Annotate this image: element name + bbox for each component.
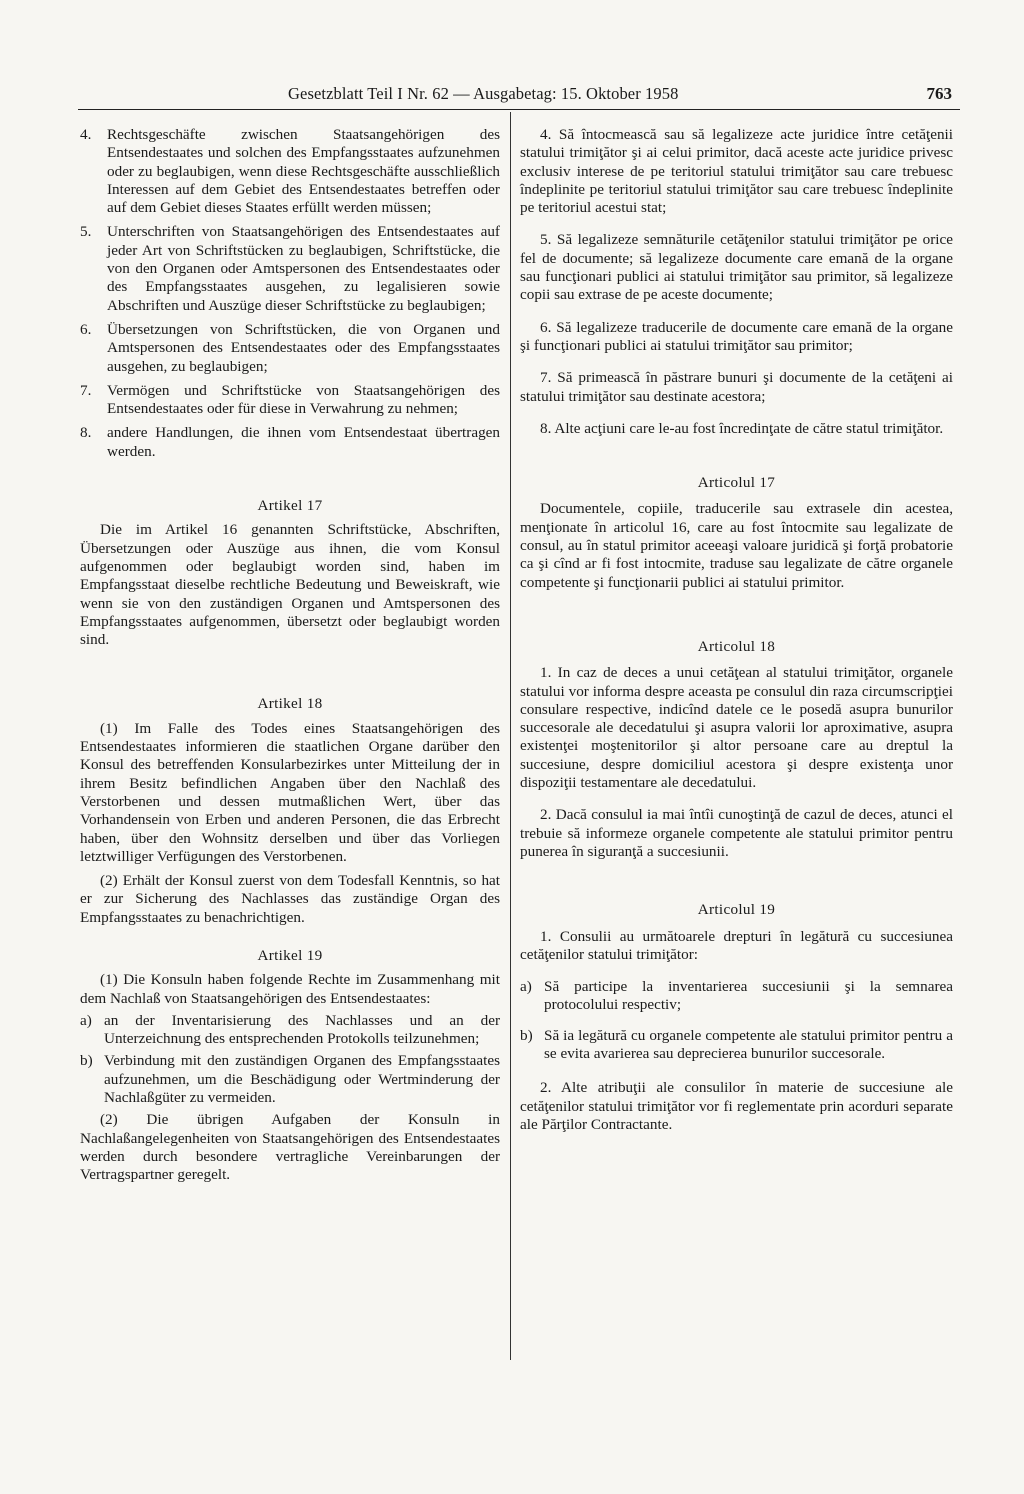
romanian-column [520, 126, 953, 1134]
articolul-17-text: Documentele, copiile, traducerile sau extrasele din acestea, menţionate în articolul 16, care au fost întocmite sau legalizate de consul, au în statul primitor aceeaşi valoare juridică şi forţă probatorie ca şi cînd ar fi fost intocmite, traduse sau legalizate de către organele competente şi funcţionarii publici ai statului primitor. [520, 500, 953, 591]
page-header [78, 84, 960, 112]
article-18-paragraph-2: (2) Erhält der Konsul zuerst von dem Todesfall Kenntnis, so hat er zur Sicherung des Nachlasses das zuständige Organ des Empfangsstaates zu benachrichtigen. [80, 872, 500, 926]
list-item: 5. Să legalizeze semnăturile cetăţenilor statului trimiţător pe orice fel de documente; să legalizeze documente care emană de la organe sau funcţionari publici ai statului trimiţător sau primitor, să legalizeze copii sau extrase de pe aceste documente; [520, 231, 953, 304]
list-item [80, 126, 500, 217]
item-number: 5. [80, 223, 92, 241]
article-19-paragraph-2: (2) Die übrigen Aufgaben der Konsuln in Nachlaßangelegenheiten von Staatsangehörigen des Entsendestaates werden durch besondere vertragliche Vereinbarungen der Vertragspartner geregelt. [80, 1111, 500, 1184]
list-item [520, 978, 953, 1015]
article-19-heading: Artikel 19 [257, 946, 323, 964]
list-item: 7. Să primească în păstrare bunuri şi documente de la cetăţeni ai statului trimiţător sau destinate acestora; [520, 369, 953, 405]
item-text: Übersetzungen von Schriftstücken, die von Organen und Amtspersonen des Entsendestaates oder des Empfangsstaates ausgehen, zu beglaubigen; [107, 320, 500, 375]
list-item [80, 321, 500, 376]
item-number: 8. [80, 424, 92, 442]
list-item [520, 1027, 953, 1064]
item-text: Vermögen und Schriftstücke von Staatsangehörigen des Entsendestaates oder für diese in Verwahrung zu nehmen; [107, 381, 500, 418]
articolul-18-paragraph-1: 1. In caz de deces a unui cetăţean al statului trimiţător, organele statului vor informa despre aceasta pe consulul din raza circumscripţiei consulare respective, indicînd datele ce le posedă asupra bunurilor succesorale ale decedatului şi asupra valorii lor aproximative, asupra existenţei moştenitorilor şi altor persoane care au dreptul la succesiune, despre domiciliul acestora şi despre existenţa unor dispoziţii testamentare ale decedatului. [520, 664, 953, 792]
item-text: andere Handlungen, die ihnen vom Entsendestaat übertragen werden. [107, 424, 500, 460]
item-text: an der Inventarisierung des Nachlasses und an der Unterzeichnung des entsprechenden Protokolls teilzunehmen; [104, 1011, 500, 1048]
header-rule [78, 109, 960, 110]
item-letter: b) [80, 1052, 93, 1070]
articolul-19-paragraph-1: 1. Consulii au următoarele drepturi în legătură cu succesiunea cetăţenilor statului trimiţător: [520, 927, 953, 963]
item-letter: b) [520, 1026, 533, 1044]
item-text: Să ia legătură cu organele competente ale statului primitor pentru a se evita avarierea sau deprecierea bunurilor succesorale. [544, 1026, 953, 1062]
article-17-text: Die im Artikel 16 genannten Schriftstücke, Abschriften, Übersetzungen oder Auszüge aus ihnen, die vom Konsul aufgenommen oder beglaubigt worden sind, haben im Empfangsstaat dieselbe rechtliche Bedeutung und Beweiskraft, wie wenn sie von den zuständigen Organen und Amtspersonen des Empfangsstaates aufgenommen, übersetzt oder beglaubigt worden sind. [80, 521, 500, 649]
item-text: Unterschriften von Staatsangehörigen des Entsendestaates auf jeder Art von Schriftstücken zu beglaubigen, Schriftstücke, die von den Organen oder Amtspersonen des Entsendestaates oder des Empfangsstaates ausgehen, zu legalisieren sowie Abschriften und Auszüge dieser Schriftstücke zu beglaubigen; [107, 223, 500, 314]
item-text: Să participe la inventarierea succesiunii şi la semnarea protocolului respectiv; [544, 978, 953, 1014]
articolul-17-heading: Articolul 17 [697, 474, 776, 492]
list-item: 4. Să întocmească sau să legalizeze acte juridice între cetăţenii statului trimiţător şi ai celui primitor, dacă aceste acte juridice privesc exclusiv interese de pe teritoriul statului trimiţător sau care trebuesc îndeplinite pe teritoriul statului trimiţător sau care trebuesc îndeplinite pe teritoriul acestui stat; [520, 126, 953, 217]
article-18-heading: Artikel 18 [257, 695, 323, 713]
page-number: 763 [926, 84, 952, 103]
list-item [80, 223, 500, 314]
list-item [80, 424, 500, 461]
item-number: 4. [80, 126, 92, 143]
column-divider [510, 112, 511, 1360]
item-text: Verbindung mit den zuständigen Organen des Empfangsstaates aufzunehmen, um die Beschädigung oder Wertminderung der Nachlaßgüter zu vermeiden. [104, 1052, 500, 1107]
list-item: 8. Alte acţiuni care le-au fost încredinţate de către statul trimiţător. [540, 419, 944, 437]
article-19-paragraph-1: (1) Die Konsuln haben folgende Rechte im Zusammenhang mit dem Nachlaß von Staatsangehörigen des Entsendestaates: [80, 971, 500, 1007]
list-item [80, 1012, 500, 1049]
item-letter: a) [80, 1011, 92, 1029]
list-item [80, 1052, 500, 1107]
articolul-18-paragraph-2: 2. Dacă consulul ia mai întîi cunoştinţă de cazul de deces, atunci el trebuie să informeze organele competente ale statului primitor pentru punerea în siguranţă a succesiunii. [520, 806, 953, 860]
list-item: 6. Să legalizeze traducerile de documente care emană de la organe şi funcţionari publici ai statului trimiţător sau primitor; [520, 318, 953, 354]
item-number: 6. [80, 320, 92, 338]
list-item [80, 382, 500, 419]
header-title: Gesetzblatt Teil I Nr. 62 — Ausgabetag: 15. Oktober 1958 [288, 84, 679, 103]
german-column [80, 126, 500, 1185]
articolul-19-paragraph-2: 2. Alte atribuţii ale consulilor în materie de succesiune ale cetăţenilor statului trimiţător vor fi reglementate prin acorduri separate ale Părţilor Contractante. [520, 1079, 953, 1133]
item-number: 7. [80, 381, 92, 399]
article-17-heading: Artikel 17 [257, 497, 323, 515]
item-text: Rechtsgeschäfte zwischen Staatsangehörigen des Entsendestaates und solchen des Empfangsstaates aufzunehmen oder zu beglaubigen, wenn diese Rechtsgeschäfte ausschließlich Interessen auf dem Gebiet des Entsendestaates betreffen oder auf dem Gebiet dieses Staates erfüllt werden müssen; [107, 126, 500, 217]
articolul-19-heading: Articolul 19 [697, 901, 776, 919]
item-letter: a) [520, 978, 532, 996]
article-18-paragraph-1: (1) Im Falle des Todes eines Staatsangehörigen des Entsendestaates informieren die staatlichen Organe darüber den Konsul des betreffenden Konsularbezirkes unter Mitteilung der in ihrem Besitz befindlichen Angaben über den Nachlaß des Verstorbenen und dessen mutmaßlichen Wert, über das Vorhandensein von Erben und anderen Personen, die das Erbrecht haben, über den Wohnsitz derselben und über das Vorliegen letztwilliger Verfügungen des Verstorbenen. [80, 719, 500, 865]
articolul-18-heading: Articolul 18 [697, 637, 776, 655]
